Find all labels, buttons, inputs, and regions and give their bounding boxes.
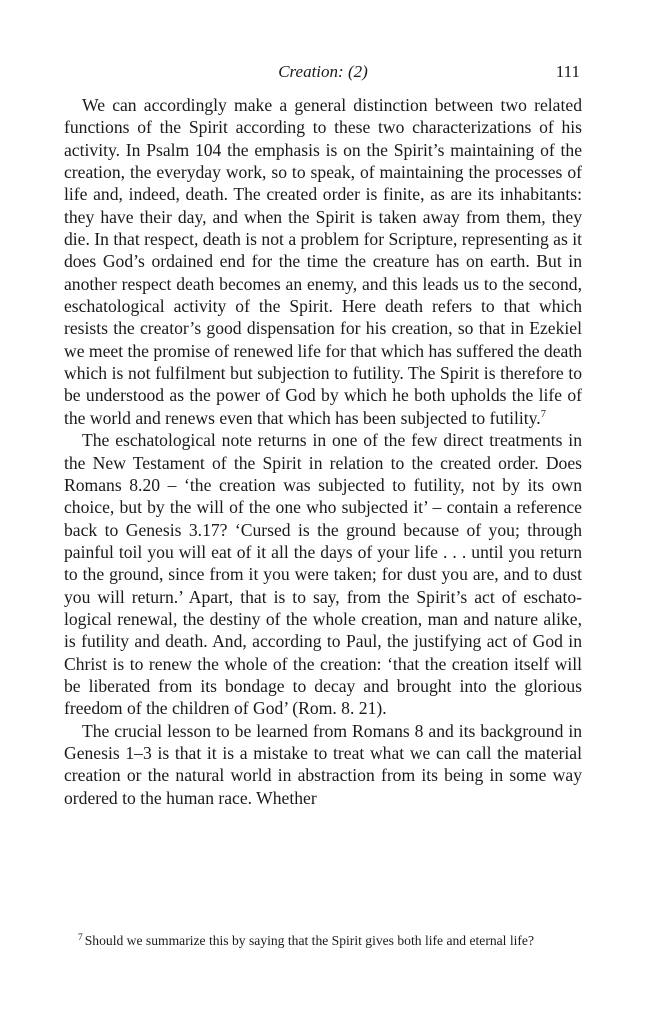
footnote-mark: 7 [78,933,83,943]
running-head [64,58,582,88]
footnote-reference: 7 [540,408,546,420]
book-page [64,58,582,809]
body-text [64,94,582,809]
paragraph-text: The crucial lesson to be learned from Romans 8 and its background in Genesis 1–3 is that it is a mistake to treat what we can call the material creation or the natural world in abstraction from its being in some way ordered to the human race. Whether [64,720,582,808]
paragraph-text: We can accordingly make a general distinction between two related functions of the Spirit according to these two characterizations of his activity. In Psalm 104 the emphasis is on the Spirit’s maintaining of the creation, the everyday work, so to speak, of maintaining the processes of life and, indeed, death. The created order is finite, as are its inhabitants: they have their day, and when the Spirit is taken away from them, they die. In that respect, death is not a problem for Scripture, representing as it does God’s ordained end for the time the creature has on earth. But in another respect death becomes an enemy, and this leads us to the second, eschatological activity of the Spirit. Here death refers to that which resists the creator’s good dispensation for his creation, so that in Ezekiel we meet the promise of renewed life for that which has suffered the death which is not fulfilment but subjection to futility. The Spirit is therefore to be understood as the power of God by which he both upholds the life of the world and renews even that which has been subjected to futility. [64,95,583,428]
running-title: Creation: (2) [278,62,368,81]
footnote [64,931,582,950]
paragraph-text: The eschatological note returns in one of the few direct treatments in the New Testament of the Spirit in relation to the created order. Does Romans 8.20 – ‘the creation was subjected to futility, not by its own choice, but by the will of the one who subjected it’ – contain a reference back to Genesis 3.17? ‘Cursed is the ground because of you; through painful toil you will eat of it all the days of your life . . . until you return to the ground, since from it you were taken; for dust you are, and to dust you will return.’ Apart, that is to say, from the Spirit’s act of eschatological renewal, the destiny of the whole creation, man and nature alike, is futility and death. And, according to Paul, the justifying act of God in Christ is to renew the whole of the creation: ‘that the creation itself will be liberated from its bondage to decay and brought into the glorious freedom of the children of God’ (Rom. 8. 21). [64,430,582,719]
paragraph-1 [64,94,582,429]
page-number: 111 [555,62,580,81]
paragraph-2 [64,429,582,719]
paragraph-3 [64,720,582,809]
footnote-text: Should we summarize this by saying that the Spirit gives both life and eternal life? [84,933,535,948]
